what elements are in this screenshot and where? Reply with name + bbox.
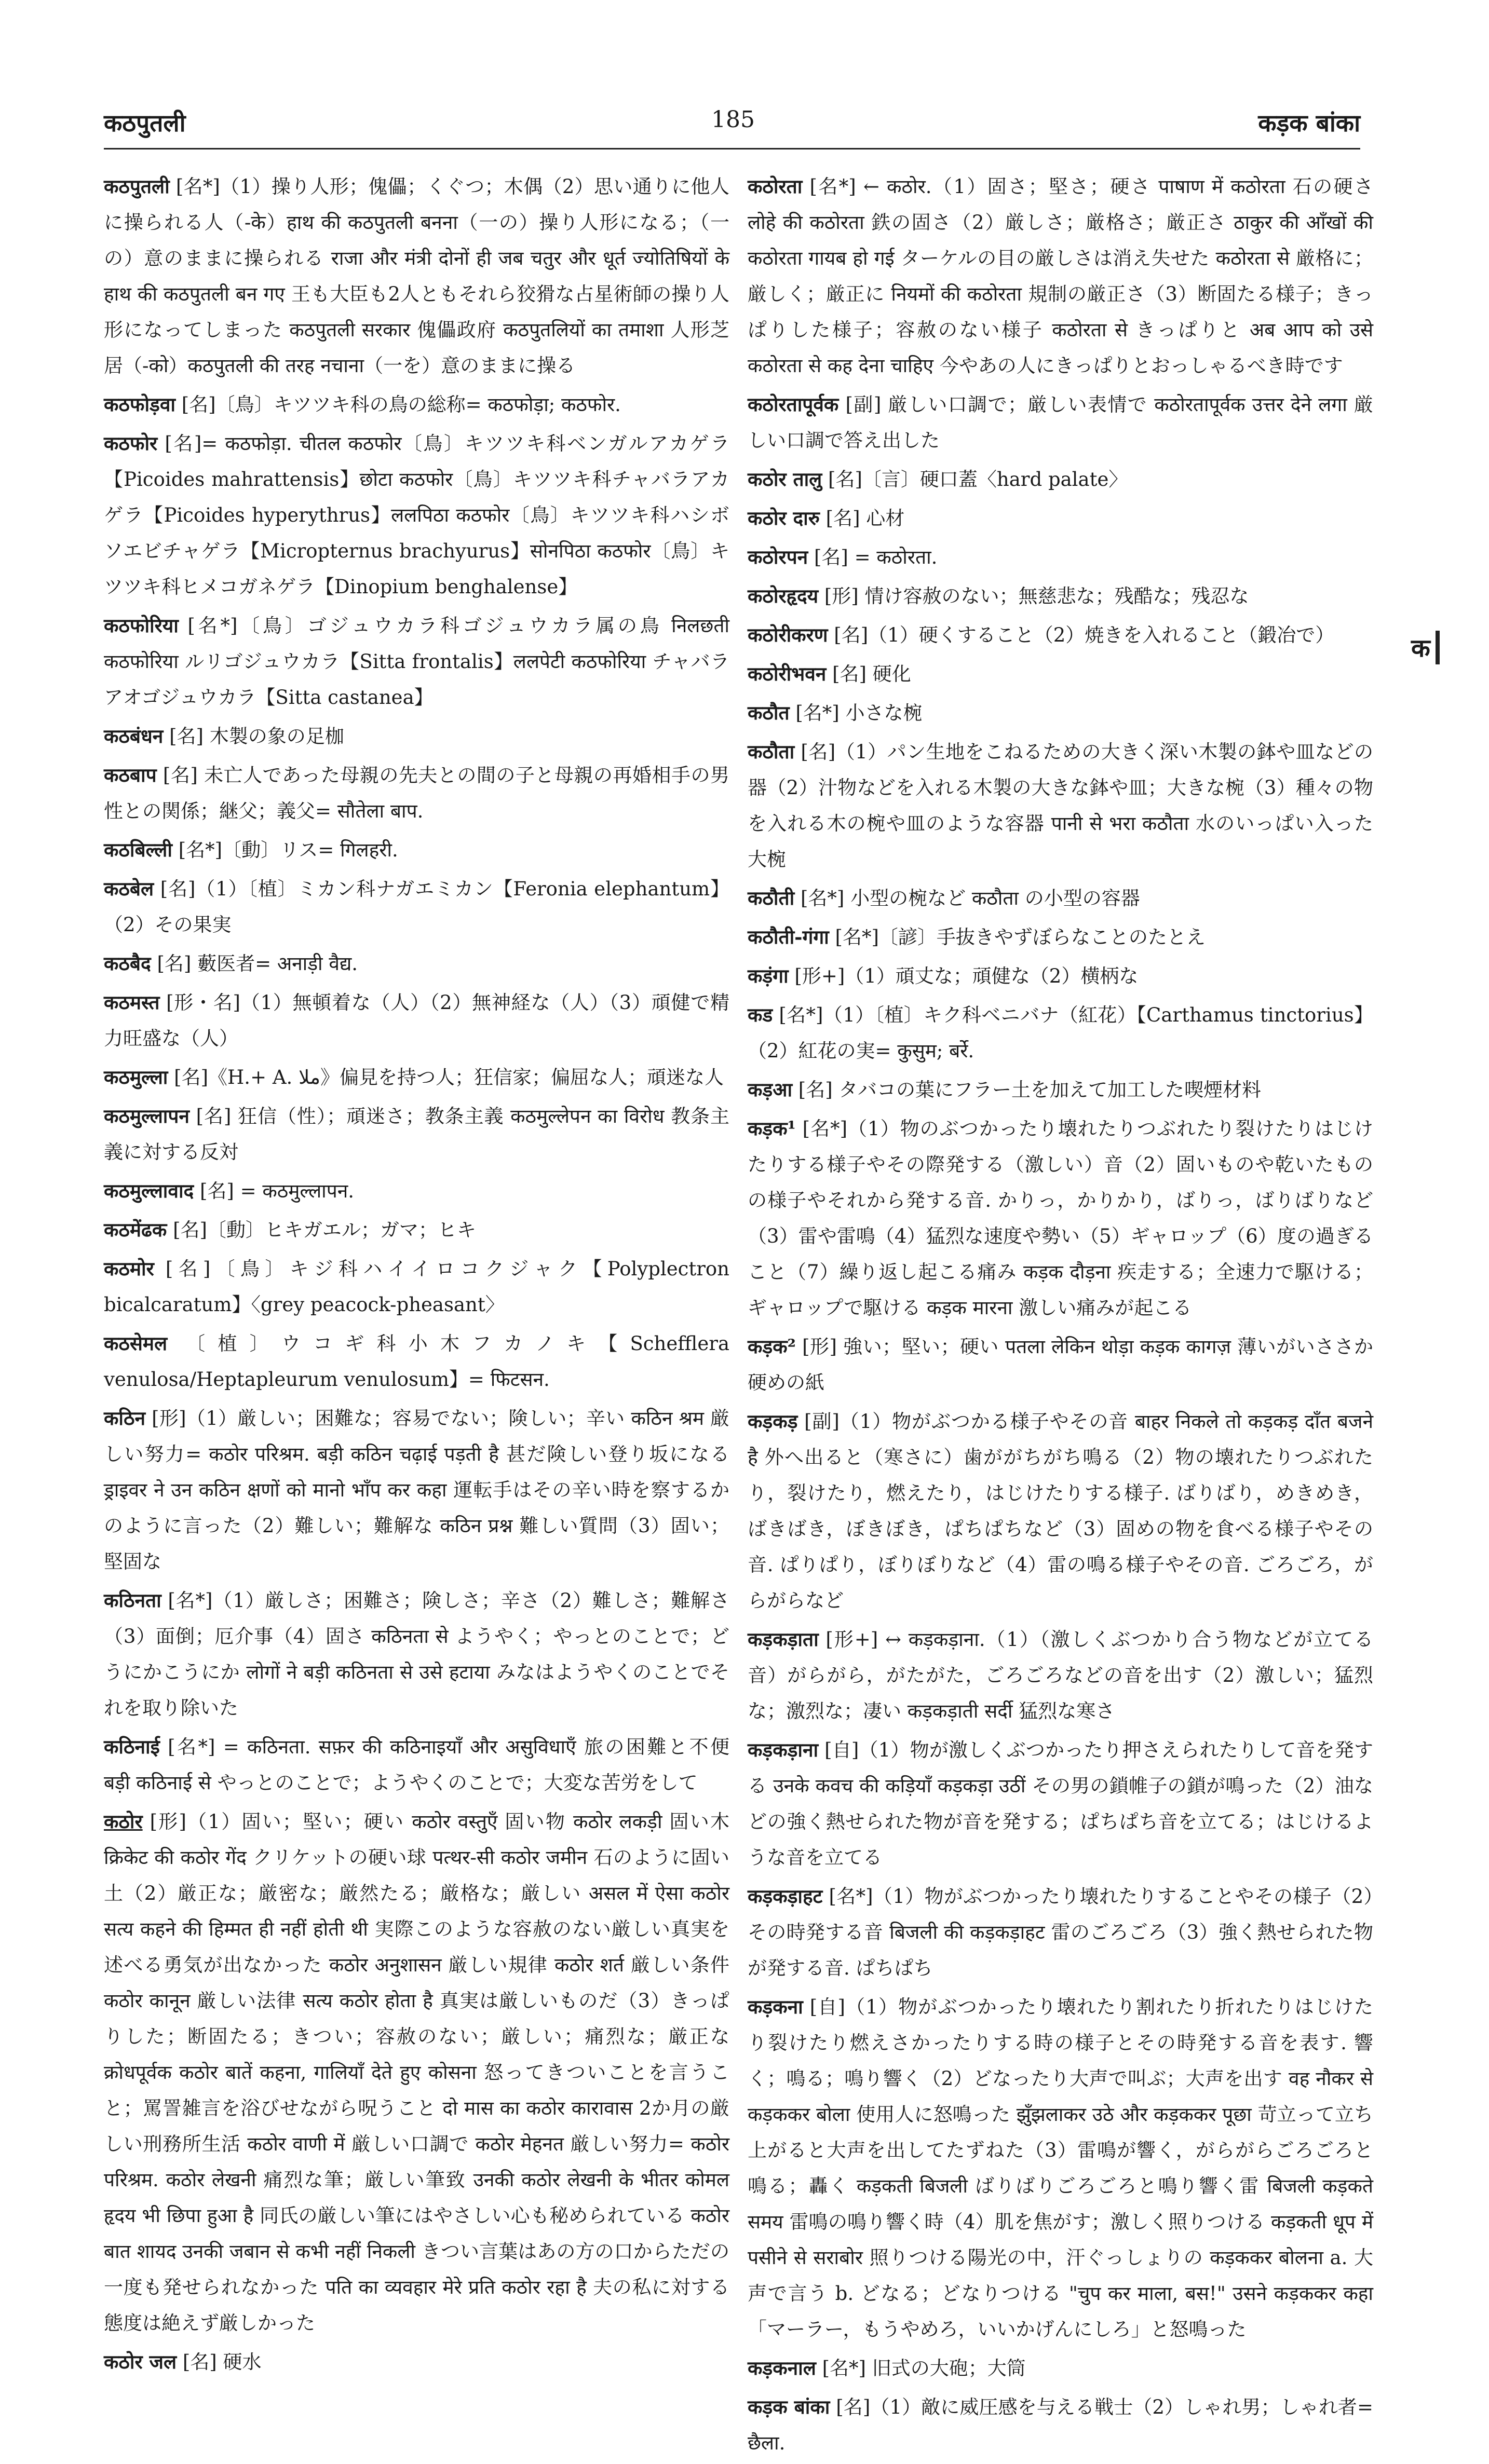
- entry-definition: [名] 未亡人であった母親の先夫との間の子と母親の再婚相手の男性との関係；継父；義父= सौतेला बाप.: [104, 764, 729, 822]
- dictionary-entry: [748, 1989, 1373, 2347]
- dictionary-entry: [748, 656, 1373, 692]
- entry-headword: कठोरीभवन: [748, 662, 827, 685]
- entry-definition: [自]（1）物が激しくぶつかったり押さえられたりして音を発する उनके कवच की कड़ियाँ कड़कड़ा उठीं その男の鎖帷子の鎖が鳴った（2）油などの強く熱せられた物が音を発する；ぱちぱち音を立てる；はじけるような音を立てる: [748, 1739, 1373, 1869]
- dictionary-entry: [748, 1072, 1373, 1108]
- entry-definition: [名*] = कठिनता. सफ़र की कठिनाइयाँ और असुविधाएँ 旅の困難と不便 बड़ी कठिनाई से やっとのことで；ようやくのことで；大変な苦労をして: [104, 1736, 729, 1794]
- entry-headword: कठबैद: [104, 952, 151, 975]
- dictionary-entry: [104, 718, 729, 754]
- entry-headword: कठमेंढक: [104, 1218, 167, 1241]
- entry-headword: कठोरीकरण: [748, 623, 828, 646]
- dictionary-entry: [104, 169, 729, 384]
- entry-headword: कठमुल्ला: [104, 1066, 168, 1088]
- entry-headword: कठिन: [104, 1407, 146, 1430]
- entry-headword: कठिनाई: [104, 1735, 160, 1758]
- dictionary-entry: [748, 1732, 1373, 1875]
- entry-headword: कठमस्त: [104, 991, 160, 1014]
- dictionary-entry: [748, 1878, 1373, 1986]
- entry-definition: [名] 硬化: [832, 663, 911, 685]
- entry-definition: [名*]〔動〕リス= गिलहरी.: [178, 839, 398, 861]
- entry-definition: [形+] ↔ कड़कड़ाना.（1）（激しくぶつかり合う物などが立てる音）がらがら，がたがた，ごろごろなどの音を出す（2）激しい；猛烈な；激烈な；凄い कड़कड़ाती सर्दी 猛烈な寒さ: [748, 1628, 1373, 1722]
- entry-headword: कठोर दारु: [748, 507, 820, 529]
- entry-headword: कठोर तालु: [748, 468, 822, 491]
- entry-definition: 〔植〕ウコギ科小木フカノキ【Schefflera venulosa/Heptapleurum venulosum】= फिटसन.: [104, 1332, 729, 1391]
- left-column: [104, 169, 729, 2383]
- entry-definition: [名]（1）硬くすること（2）焼きを入れること（鍛冶で）: [834, 624, 1335, 646]
- entry-headword: कठौती-गंगा: [748, 925, 829, 948]
- entry-definition: [名*] 旧式の大砲；大筒: [822, 2357, 1026, 2379]
- dictionary-entry: [748, 2389, 1373, 2461]
- thumb-index-tab: क: [1411, 631, 1440, 664]
- entry-headword: कड़कना: [748, 1995, 803, 2018]
- entry-definition: [名] 藪医者= अनाड़ी वैद्य.: [157, 952, 358, 975]
- dictionary-entry: [748, 1622, 1373, 1729]
- entry-definition: [名] 硬水: [182, 2351, 262, 2373]
- entry-definition: [副]（1）物がぶつかる様子やその音 बाहर निकले तो कड़कड़ दाँत बजने है 外へ出ると（寒さに）歯ががちがち鳴る（2）物の壊れたりつぶれたり，裂けたり，燃えたり，はじけたりする様子. ばりばり，めきめき，ばきばき，ぼきぼき，ぱちぱちなど（3）固めの物を食べる様子やその音. ぱりぱり，ぼりぼりなど（4）雷の鳴る様子やその音. ごろごろ，がらがらなど: [748, 1410, 1374, 1612]
- entry-definition: [名*]〔鳥〕ゴジュウカラ科ゴジュウカラ属の鳥 निलछती कठफोरिया ルリゴジュウカラ【Sitta frontalis】ललपेटी कठफोरिया チャバラアオゴジュウカラ【Sitta castanea】: [104, 615, 729, 709]
- dictionary-entry: [748, 617, 1373, 653]
- entry-headword: कठौती: [748, 887, 795, 909]
- entry-definition: [名*]（1）〔植〕キク科ベニバナ（紅花）【Carthamus tinctorius】（2）紅花の実= कुसुम; बर्रे.: [748, 1004, 1374, 1062]
- entry-headword: कठोरपन: [748, 546, 808, 568]
- entry-headword: कड़कड़: [748, 1410, 798, 1433]
- dictionary-entry: [748, 2350, 1373, 2386]
- dictionary-entry: [748, 1111, 1373, 1326]
- entry-definition: [名]（1）パン生地をこねるための大きく深い木製の鉢や皿などの器（2）汁物などを入れる木製の大きな鉢や皿；大きな椀（3）種々の物を入れる木の椀や皿のような容器 पानी से भरा कठौता 水のいっぱい入った大椀: [748, 741, 1373, 870]
- entry-headword: कठबिल्ली: [104, 838, 172, 861]
- dictionary-entry: [748, 387, 1373, 458]
- entry-headword: कड़कड़ाता: [748, 1628, 819, 1651]
- page-header: [104, 101, 1360, 149]
- dictionary-entry: [104, 946, 729, 982]
- entry-headword: कठोर जल: [104, 2350, 177, 2373]
- entry-headword: कठबाप: [104, 764, 157, 786]
- entry-headword: कड़क²: [748, 1335, 796, 1358]
- entry-definition: [名]= कठफोड़ा. चीतल कठफोर〔鳥〕キツツキ科ベンガルアカゲラ【Picoides mahrattensis】छोटा कठफोर〔鳥〕キツツキ科チャバラアカゲラ【Picoides hyperythrus】ललपिठा कठफोर〔鳥〕キツツキ科ハシボソエビチャゲラ【Micropternus brachyurus】सोनपिठा कठफोर〔鳥〕キツツキ科ヒメコガネゲラ【Dinopium benghalense】: [104, 432, 729, 598]
- entry-definition: [名] 狂信（性）；頑迷さ；教条主義 कठमुल्लेपन का विरोध 教条主義に対する反対: [104, 1105, 729, 1163]
- entry-headword: कड़कड़ाहट: [748, 1885, 823, 1908]
- entry-definition: [名]（1）〔植〕ミカン科ナガエミカン【Feronia elephantum】（2）その果実: [104, 878, 729, 936]
- entry-headword: कठबेल: [104, 877, 154, 900]
- dictionary-entry: [104, 426, 729, 605]
- dictionary-entry: [104, 1212, 729, 1248]
- dictionary-entry: [748, 461, 1373, 497]
- header-right-guide-word: कड़क बांका: [1258, 109, 1360, 137]
- entry-definition: [形]（1）厳しい；困難な；容易でない；険しい；辛い कठिन श्रम 厳しい努力= कठोर परिश्रम. बड़ी कठिन चढ़ाई पड़ती है 甚だ険しい登り坂になる ड्राइवर ने उन कठिन क्षणों को मानो भाँप कर कहा 運転手はその辛い時を察するかのように言った（2）難しい；難解な कठिन प्रश्न 難しい質問（3）固い；堅固な: [104, 1407, 730, 1573]
- dictionary-entry: [748, 734, 1373, 877]
- entry-definition: [名]〔鳥〕キツツキ科の鳥の総称= कठफोड़ा; कठफोर.: [181, 393, 621, 416]
- entry-headword: कठोर: [104, 1810, 143, 1833]
- entry-headword: कठोरहृदय: [748, 584, 819, 607]
- entry-definition: [名]〔動〕ヒキガエル；ガマ；ヒキ: [173, 1219, 476, 1241]
- dictionary-entry: [748, 880, 1373, 916]
- entry-headword: कठौता: [748, 740, 795, 763]
- entry-definition: [名*]（1）操り人形；傀儡；くぐつ；木偶（2）思い通りに他人に操られる人（-के）हाथ की कठपुतली बनना（一の）操り人形になる；（一の）意のままに操られる राजा और मंत्री दोनों ही जब चतुर और धूर्त ज्योतिषियों के हाथ की कठपुतली बन गए 王も大臣も2人ともそれら狡猾な占星術師の操り人形になってしまった कठपुतली सरकार 傀儡政府 कठपुतलियों का तमाशा 人形芝居（-को）कठपुतली की तरह नचाना（一を）意のままに操る: [104, 175, 730, 377]
- entry-definition: [自]（1）物がぶつかったり壊れたり割れたり折れたりはじけたり裂けたり燃えさかったりする時の様子とその時発する音を表す. 響く；鳴る；鳴り響く（2）どなったり大声で叫ぶ；大声を出す वह नौकर से कड़ककर बोला 使用人に怒鳴った झुँझलाकर उठे और कड़ककर पूछा 苛立って立ち上がると大声を出してたずねた（3）雷鳴が響く，がらがらごろごろと鳴る；轟く कड़कती बिजली ばりばりごろごろと鳴り響く雷 बिजली कड़कते समय 雷鳴の鳴り響く時（4）肌を焦がす；激しく照りつける कड़कती धूप में पसीने से सराबोर 照りつける陽光の中，汗ぐっしょりの कड़ककर बोलना a. 大声で言う b. どなる；どなりつける "चुप कर माला, बस!" उसने कड़ककर कहा「マーラー，もうやめろ，いいかげんにしろ」と怒鳴った: [748, 1996, 1373, 2340]
- dictionary-entry: [748, 997, 1373, 1069]
- entry-headword: कठोरतापूर्वक: [748, 393, 839, 416]
- entry-headword: कड़कनाल: [748, 2357, 816, 2379]
- entry-headword: कड़क बांका: [748, 2395, 830, 2418]
- entry-headword: कठोरता: [748, 175, 803, 198]
- dictionary-entry: [104, 871, 729, 943]
- entry-headword: कड: [748, 1003, 773, 1026]
- entry-definition: [名] 木製の象の足枷: [169, 725, 344, 747]
- entry-headword: कठफोरिया: [104, 614, 179, 637]
- entry-definition: [名] 心材: [825, 507, 905, 529]
- entry-definition: [副] 厳しい口調で；厳しい表情で कठोरतापूर्वक उत्तर देने लगा 厳しい口調で答え出した: [748, 393, 1373, 452]
- dictionary-entry: [748, 169, 1373, 384]
- dictionary-entry: [748, 578, 1373, 614]
- entry-definition: [名*]（1）厳しさ；困難さ；険しさ；辛さ（2）難しさ；難解さ（3）面倒；厄介事（4）固さ कठिनता से ようやく；やっとのことで；どうにかこうにか लोगों ने बड़ी कठिनता से उसे हटाया みなはようやくのことでそれを取り除いた: [104, 1589, 730, 1719]
- entry-headword: कठफोड़वा: [104, 393, 175, 416]
- dictionary-entry: [104, 1059, 729, 1095]
- dictionary-entry: [748, 919, 1373, 955]
- dictionary-entry: [104, 1400, 729, 1580]
- entry-headword: कठसेमल: [104, 1332, 168, 1355]
- right-column: [748, 169, 1373, 2464]
- entry-headword: कड़क¹: [748, 1117, 796, 1140]
- entry-definition: [名*] 小さな椀: [795, 702, 923, 724]
- dictionary-entry: [748, 1329, 1373, 1400]
- entry-definition: [形+]（1）頑丈な；頑健な（2）横柄な: [794, 965, 1139, 987]
- entry-definition: [名] = कठोरता.: [814, 546, 938, 568]
- dictionary-entry: [748, 539, 1373, 575]
- dictionary-entry: [104, 1251, 729, 1323]
- dictionary-entry: [104, 1326, 729, 1397]
- dictionary-entry: [748, 500, 1373, 536]
- dictionary-entry: [104, 2344, 729, 2380]
- dictionary-entry: [104, 1173, 729, 1209]
- dictionary-entry: [104, 608, 729, 715]
- dictionary-entry: [104, 757, 729, 829]
- entry-headword: कठिनता: [104, 1589, 161, 1612]
- entry-definition: [名*]（1）物のぶつかったり壊れたりつぶれたり裂けたりはじけたりする様子やその際発する（激しい）音（2）固いものや乾いたものの様子やそれから発する音. かりっ，かりかり，ばりっ，ばりばりなど（3）雷や雷鳴（4）猛烈な速度や勢い（5）ギャロップ（6）度の過ぎること（7）繰り返し起こる痛み कड़क दौड़ना 疾走する；全速力で駆ける；ギャロップで駆ける कड़क मारना 激しい痛みが起こる: [748, 1118, 1373, 1319]
- dictionary-entry: [104, 1804, 729, 2341]
- entry-headword: कड़कड़ाना: [748, 1738, 819, 1761]
- entry-headword: कड़ंगा: [748, 964, 789, 987]
- entry-headword: कठमुल्लावाद: [104, 1179, 194, 1202]
- entry-headword: कड़आ: [748, 1078, 793, 1101]
- entry-headword: कठमुल्लापन: [104, 1105, 189, 1127]
- entry-definition: [名]《H.+ A. ملا》偏見を持つ人；狂信家；偏屈な人；頑迷な人: [174, 1066, 724, 1088]
- entry-definition: [名*]〔諺〕手抜きやずぼらなことのたとえ: [835, 926, 1206, 948]
- dictionary-entry: [104, 387, 729, 423]
- entry-definition: [名*]（1）物がぶつかったり壊れたりすることやその様子（2）その時発する音 बिजली की कड़कड़ाहट 雷のごろごろ（3）強く熱せられた物が発する音. ぱちぱち: [748, 1885, 1374, 1979]
- entry-definition: [形] 情け容赦のない；無慈悲な；残酷な；残忍な: [824, 585, 1249, 607]
- header-left-guide-word: कठपुतली: [104, 109, 186, 137]
- dictionary-entry: [104, 1583, 729, 1726]
- entry-definition: [名*] 小型の椀など कठौता の小型の容器: [800, 887, 1140, 909]
- dictionary-entry: [748, 958, 1373, 994]
- entry-headword: कठमोर: [104, 1257, 154, 1280]
- entry-definition: [名] = कठमुल्लापन.: [199, 1180, 355, 1202]
- entry-headword: कठपुतली: [104, 175, 170, 198]
- entry-definition: [名] タバコの葉にフラー土を加えて加工した喫煙材料: [798, 1079, 1262, 1101]
- dictionary-entry: [748, 1404, 1373, 1618]
- entry-headword: कठफोर: [104, 432, 158, 455]
- dictionary-entry: [104, 1098, 729, 1170]
- dictionary-entry: [104, 1729, 729, 1801]
- entry-headword: कठबंधन: [104, 725, 164, 747]
- entry-definition: [形] 強い；堅い；硬い पतला लेकिन थोड़ा कड़क कागज़ 薄いがいささか硬めの紙: [748, 1336, 1373, 1394]
- dictionary-entry: [104, 832, 729, 868]
- dictionary-entry: [748, 695, 1373, 731]
- entry-definition: [形・名]（1）無頓着な（人）（2）無神経な（人）（3）頑健で精力旺盛な（人）: [104, 991, 729, 1050]
- entry-definition: [名]〔鳥〕キジ科ハイイロコクジャク【Polyplectron bicalcaratum】〈grey peacock-pheasant〉: [104, 1258, 730, 1316]
- dictionary-entry: [104, 985, 729, 1056]
- entry-headword: कठौत: [748, 701, 790, 724]
- entry-definition: [名]〔言〕硬口蓋〈hard palate〉: [828, 468, 1128, 491]
- entry-definition: [名*] ← कठोर.（1）固さ；堅さ；硬さ पाषाण में कठोरता 石の硬さ लोहे की कठोरता 鉄の固さ（2）厳しさ；厳格さ；厳正さ ठाकुर की आँखों की कठोरता गायब हो गई ターケルの目の厳しさは消え失せた कठोरता से 厳格に；厳しく；厳正に नियमों की कठोरता 規制の厳正さ（3）断固たる様子；きっぱりした様子；容赦のない様子 कठोरता से きっぱりと अब आप को उसे कठोरता से कह देना चाहिए 今やあの人にきっぱりとおっしゃるべき時です: [748, 175, 1373, 377]
- entry-definition: [名]（1）敵に威圧感を与える戦士（2）しゃれ男；しゃれ者= छैला.: [748, 2396, 1374, 2454]
- entry-definition: [形]（1）固い；堅い；硬い कठोर वस्तुएँ 固い物 कठोर लकड़ी 固い木 क्रिकेट की कठोर गेंद クリケットの硬い球 पत्थर-सी कठोर जमीन 石のように固い土（2）厳正な；厳密な；厳然たる；厳格な；厳しい असल में ऐसा कठोर सत्य कहने की हिम्मत ही नहीं होती थी 実際このような容赦のない厳しい真実を述べる勇気が出なかった कठोर अनुशासन 厳しい規律 कठोर शर्त 厳しい条件 कठोर कानून 厳しい法律 सत्य कठोर होता है 真実は厳しいものだ（3）きっぱりした；断固たる；きつい；容赦のない；厳しい；痛烈な；厳正な क्रोधपूर्वक कठोर बातें कहना, गालियाँ देते हुए कोसना 怒ってきついことを言うこと；罵詈雑言を浴びせながら呪うこと दो मास का कठोर कारावास 2か月の厳しい刑務所生活 कठोर वाणी में 厳しい口調で कठोर मेहनत 厳しい努力= कठोर परिश्रम. कठोर लेखनी 痛烈な筆；厳しい筆致 उनकी कठोर लेखनी के भीतर कोमल हृदय भी छिपा हुआ है 同氏の厳しい筆にはやさしい心も秘められている कठोर बात शायद उनकी जबान से कभी नहीं निकली きつい言葉はあの方の口からただの一度も発せられなかった पति का व्यवहार मेरे प्रति कठोर रहा है 夫の私に対する態度は絶えず厳しかった: [104, 1810, 729, 2334]
- page-number: 185: [711, 106, 755, 133]
